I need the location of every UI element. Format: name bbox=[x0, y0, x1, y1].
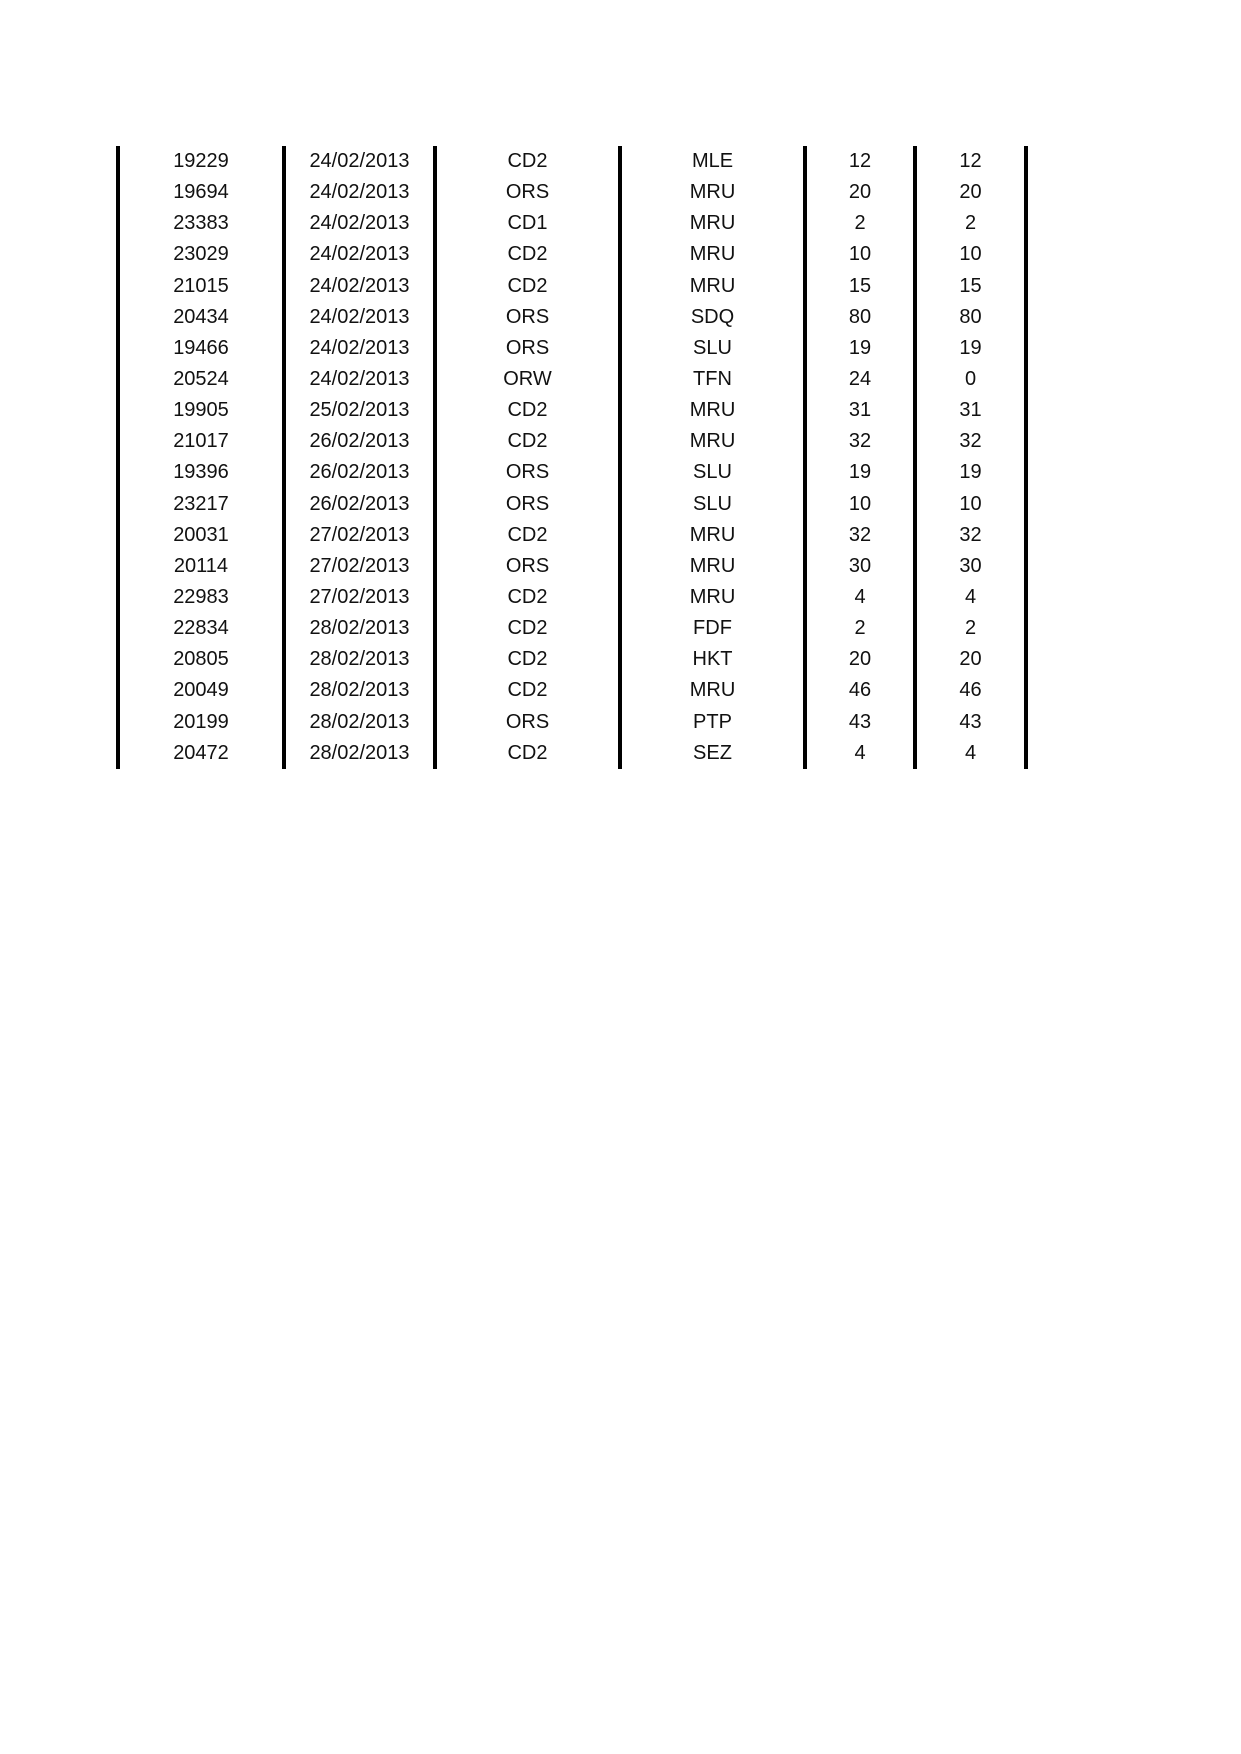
station-cell: MRU bbox=[620, 271, 805, 302]
code-cell: ORS bbox=[435, 457, 620, 488]
date-cell: 24/02/2013 bbox=[284, 364, 435, 395]
records-table-body bbox=[118, 146, 1026, 769]
quantity-2-cell: 19 bbox=[915, 333, 1026, 364]
quantity-2-cell: 19 bbox=[915, 457, 1026, 488]
date-cell: 24/02/2013 bbox=[284, 177, 435, 208]
table-row bbox=[118, 302, 1026, 333]
station-cell: MRU bbox=[620, 551, 805, 582]
date-cell: 28/02/2013 bbox=[284, 613, 435, 644]
code-cell: CD2 bbox=[435, 271, 620, 302]
quantity-cell: 20 bbox=[805, 177, 915, 208]
code-cell: CD2 bbox=[435, 738, 620, 769]
record-id-cell: 22834 bbox=[118, 613, 284, 644]
code-cell: CD2 bbox=[435, 613, 620, 644]
quantity-2-cell: 2 bbox=[915, 613, 1026, 644]
record-id-cell: 19694 bbox=[118, 177, 284, 208]
code-cell: ORS bbox=[435, 551, 620, 582]
quantity-2-cell: 31 bbox=[915, 395, 1026, 426]
quantity-cell: 32 bbox=[805, 520, 915, 551]
date-cell: 28/02/2013 bbox=[284, 644, 435, 675]
code-cell: ORW bbox=[435, 364, 620, 395]
quantity-2-cell: 0 bbox=[915, 364, 1026, 395]
table-row bbox=[118, 177, 1026, 208]
code-cell: ORS bbox=[435, 707, 620, 738]
date-cell: 24/02/2013 bbox=[284, 333, 435, 364]
quantity-cell: 24 bbox=[805, 364, 915, 395]
table-row bbox=[118, 333, 1026, 364]
code-cell: ORS bbox=[435, 177, 620, 208]
code-cell: ORS bbox=[435, 489, 620, 520]
code-cell: ORS bbox=[435, 333, 620, 364]
record-id-cell: 20049 bbox=[118, 675, 284, 706]
record-id-cell: 20199 bbox=[118, 707, 284, 738]
record-id-cell: 19905 bbox=[118, 395, 284, 426]
quantity-2-cell: 4 bbox=[915, 582, 1026, 613]
quantity-2-cell: 4 bbox=[915, 738, 1026, 769]
table-row bbox=[118, 738, 1026, 769]
date-cell: 26/02/2013 bbox=[284, 426, 435, 457]
table-row bbox=[118, 239, 1026, 270]
table-row bbox=[118, 489, 1026, 520]
record-id-cell: 21015 bbox=[118, 271, 284, 302]
quantity-cell: 4 bbox=[805, 582, 915, 613]
quantity-cell: 10 bbox=[805, 239, 915, 270]
date-cell: 24/02/2013 bbox=[284, 302, 435, 333]
date-cell: 25/02/2013 bbox=[284, 395, 435, 426]
date-cell: 27/02/2013 bbox=[284, 520, 435, 551]
quantity-cell: 10 bbox=[805, 489, 915, 520]
quantity-2-cell: 32 bbox=[915, 426, 1026, 457]
code-cell: CD2 bbox=[435, 426, 620, 457]
code-cell: CD2 bbox=[435, 520, 620, 551]
code-cell: CD2 bbox=[435, 146, 620, 177]
code-cell: CD2 bbox=[435, 395, 620, 426]
quantity-cell: 31 bbox=[805, 395, 915, 426]
records-table bbox=[116, 146, 1028, 769]
table-row bbox=[118, 271, 1026, 302]
table-row bbox=[118, 208, 1026, 239]
date-cell: 28/02/2013 bbox=[284, 738, 435, 769]
table-row bbox=[118, 675, 1026, 706]
code-cell: ORS bbox=[435, 302, 620, 333]
table-row bbox=[118, 707, 1026, 738]
quantity-cell: 19 bbox=[805, 333, 915, 364]
table-row bbox=[118, 364, 1026, 395]
quantity-2-cell: 30 bbox=[915, 551, 1026, 582]
date-cell: 24/02/2013 bbox=[284, 239, 435, 270]
station-cell: MRU bbox=[620, 675, 805, 706]
record-id-cell: 20031 bbox=[118, 520, 284, 551]
quantity-2-cell: 80 bbox=[915, 302, 1026, 333]
quantity-cell: 46 bbox=[805, 675, 915, 706]
station-cell: SLU bbox=[620, 489, 805, 520]
station-cell: SEZ bbox=[620, 738, 805, 769]
station-cell: SLU bbox=[620, 457, 805, 488]
quantity-cell: 19 bbox=[805, 457, 915, 488]
quantity-2-cell: 15 bbox=[915, 271, 1026, 302]
table-row bbox=[118, 146, 1026, 177]
date-cell: 28/02/2013 bbox=[284, 707, 435, 738]
date-cell: 24/02/2013 bbox=[284, 271, 435, 302]
station-cell: MRU bbox=[620, 239, 805, 270]
quantity-cell: 4 bbox=[805, 738, 915, 769]
quantity-2-cell: 12 bbox=[915, 146, 1026, 177]
table-row bbox=[118, 644, 1026, 675]
record-id-cell: 20472 bbox=[118, 738, 284, 769]
record-id-cell: 20524 bbox=[118, 364, 284, 395]
station-cell: PTP bbox=[620, 707, 805, 738]
station-cell: SLU bbox=[620, 333, 805, 364]
code-cell: CD2 bbox=[435, 675, 620, 706]
quantity-cell: 20 bbox=[805, 644, 915, 675]
code-cell: CD2 bbox=[435, 582, 620, 613]
table-row bbox=[118, 582, 1026, 613]
date-cell: 26/02/2013 bbox=[284, 457, 435, 488]
table-row bbox=[118, 520, 1026, 551]
table-row bbox=[118, 613, 1026, 644]
code-cell: CD1 bbox=[435, 208, 620, 239]
quantity-cell: 80 bbox=[805, 302, 915, 333]
quantity-2-cell: 20 bbox=[915, 177, 1026, 208]
date-cell: 28/02/2013 bbox=[284, 675, 435, 706]
record-id-cell: 23029 bbox=[118, 239, 284, 270]
quantity-2-cell: 10 bbox=[915, 489, 1026, 520]
quantity-2-cell: 20 bbox=[915, 644, 1026, 675]
record-id-cell: 20805 bbox=[118, 644, 284, 675]
quantity-cell: 12 bbox=[805, 146, 915, 177]
station-cell: MRU bbox=[620, 208, 805, 239]
record-id-cell: 19466 bbox=[118, 333, 284, 364]
code-cell: CD2 bbox=[435, 644, 620, 675]
table-row bbox=[118, 426, 1026, 457]
quantity-cell: 2 bbox=[805, 208, 915, 239]
station-cell: MRU bbox=[620, 582, 805, 613]
record-id-cell: 20114 bbox=[118, 551, 284, 582]
record-id-cell: 19396 bbox=[118, 457, 284, 488]
quantity-2-cell: 43 bbox=[915, 707, 1026, 738]
date-cell: 24/02/2013 bbox=[284, 208, 435, 239]
quantity-cell: 2 bbox=[805, 613, 915, 644]
station-cell: MRU bbox=[620, 395, 805, 426]
station-cell: MLE bbox=[620, 146, 805, 177]
quantity-cell: 30 bbox=[805, 551, 915, 582]
quantity-2-cell: 10 bbox=[915, 239, 1026, 270]
quantity-cell: 43 bbox=[805, 707, 915, 738]
record-id-cell: 23217 bbox=[118, 489, 284, 520]
station-cell: TFN bbox=[620, 364, 805, 395]
quantity-2-cell: 2 bbox=[915, 208, 1026, 239]
date-cell: 27/02/2013 bbox=[284, 551, 435, 582]
code-cell: CD2 bbox=[435, 239, 620, 270]
date-cell: 27/02/2013 bbox=[284, 582, 435, 613]
record-id-cell: 21017 bbox=[118, 426, 284, 457]
station-cell: SDQ bbox=[620, 302, 805, 333]
quantity-cell: 32 bbox=[805, 426, 915, 457]
record-id-cell: 22983 bbox=[118, 582, 284, 613]
quantity-cell: 15 bbox=[805, 271, 915, 302]
station-cell: MRU bbox=[620, 520, 805, 551]
station-cell: MRU bbox=[620, 426, 805, 457]
station-cell: HKT bbox=[620, 644, 805, 675]
station-cell: MRU bbox=[620, 177, 805, 208]
record-id-cell: 23383 bbox=[118, 208, 284, 239]
quantity-2-cell: 32 bbox=[915, 520, 1026, 551]
record-id-cell: 20434 bbox=[118, 302, 284, 333]
date-cell: 26/02/2013 bbox=[284, 489, 435, 520]
station-cell: FDF bbox=[620, 613, 805, 644]
quantity-2-cell: 46 bbox=[915, 675, 1026, 706]
date-cell: 24/02/2013 bbox=[284, 146, 435, 177]
table-row bbox=[118, 551, 1026, 582]
record-id-cell: 19229 bbox=[118, 146, 284, 177]
table-row bbox=[118, 457, 1026, 488]
table-row bbox=[118, 395, 1026, 426]
